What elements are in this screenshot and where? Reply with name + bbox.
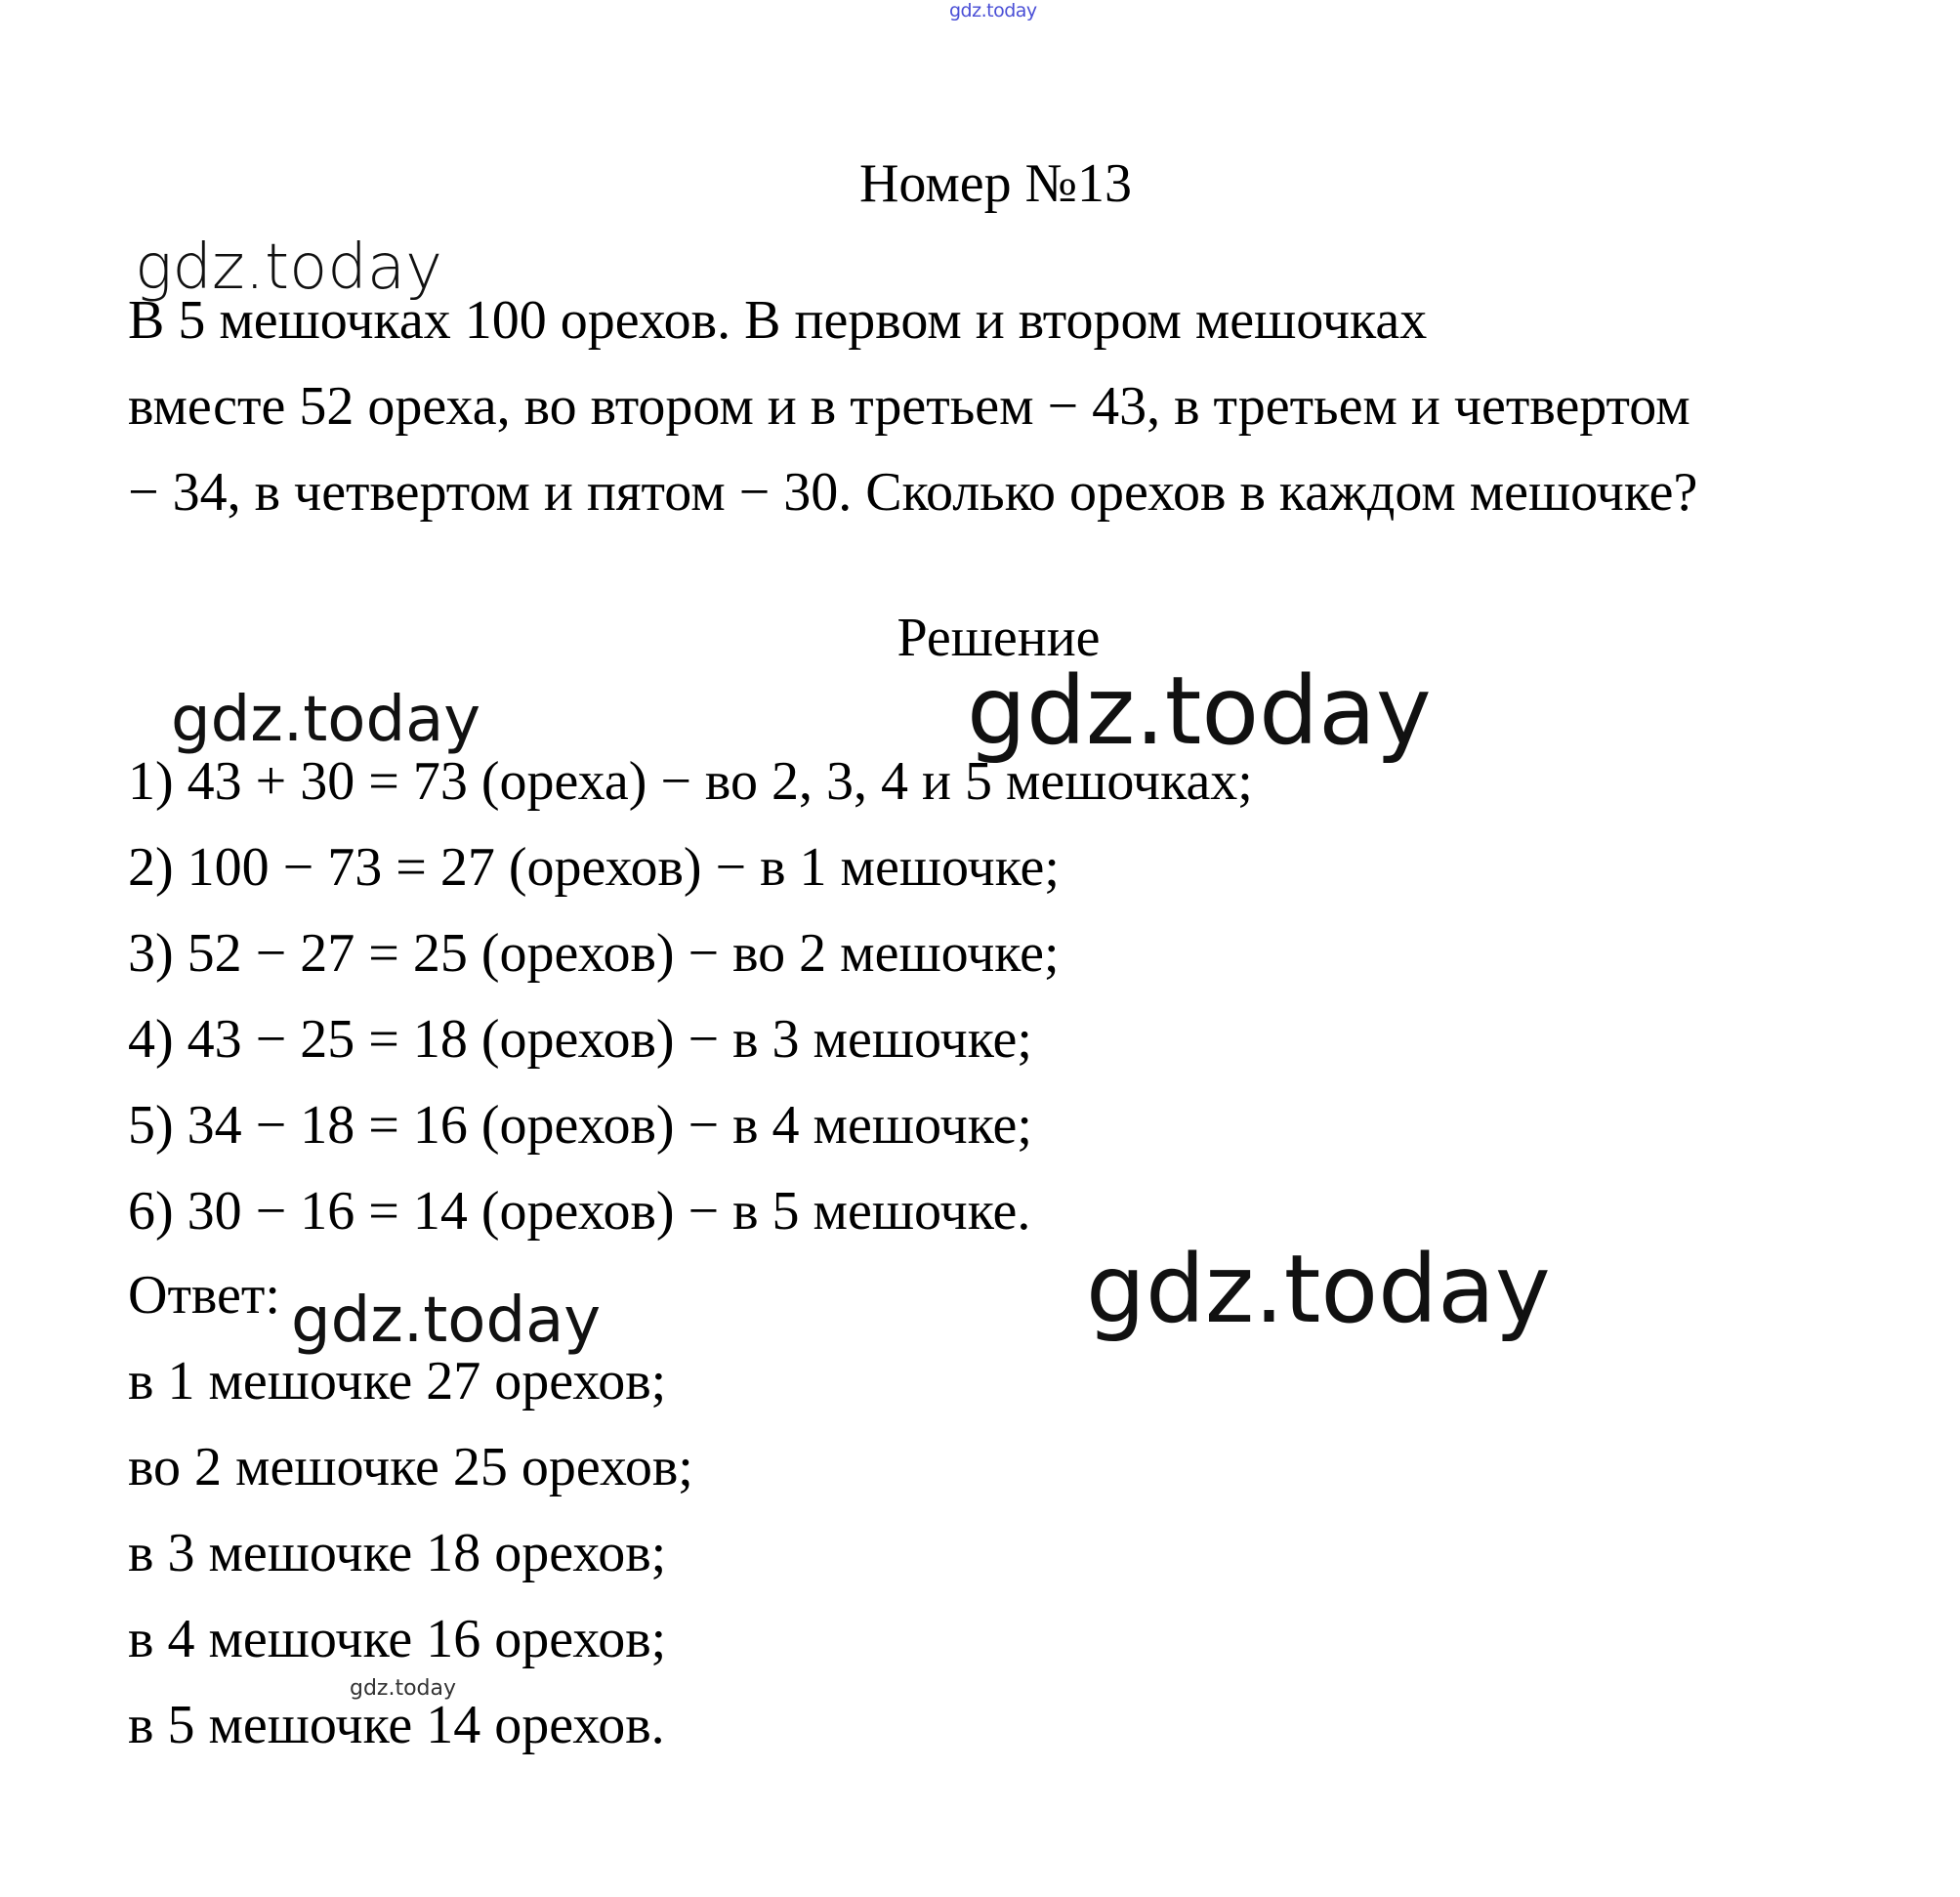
answer-label: Ответ: bbox=[128, 1265, 280, 1326]
answer-line: в 1 мешочке 27 орехов; bbox=[128, 1351, 667, 1412]
solution-step: 1) 43 + 30 = 73 (ореха) − во 2, 3, 4 и 5 мешочках; bbox=[128, 751, 1253, 812]
watermark-top: gdz.today bbox=[949, 0, 1037, 21]
watermark: gdz.today bbox=[291, 1285, 602, 1357]
answer-line: в 4 мешочке 16 орехов; bbox=[128, 1609, 667, 1669]
solution-heading: Решение bbox=[897, 608, 1101, 668]
problem-line: В 5 мешочках 100 орехов. В первом и втором мешочках bbox=[128, 290, 1428, 351]
watermark: gdz.today bbox=[350, 1676, 457, 1701]
solution-step: 3) 52 − 27 = 25 (орехов) − во 2 мешочке; bbox=[128, 923, 1060, 984]
problem-line: − 34, в четвертом и пятом − 30. Сколько орехов в каждом мешочке? bbox=[128, 462, 1698, 523]
answer-line: в 3 мешочке 18 орехов; bbox=[128, 1523, 667, 1583]
answer-line: в 5 мешочке 14 орехов. bbox=[128, 1695, 665, 1755]
page-title: Номер №13 bbox=[858, 153, 1133, 214]
solution-step: 6) 30 − 16 = 14 (орехов) − в 5 мешочке. bbox=[128, 1181, 1031, 1242]
problem-line: вместе 52 ореха, во втором и в третьем − 43, в третьем и четвертом bbox=[128, 376, 1690, 437]
watermark: gdz.today bbox=[967, 656, 1432, 766]
watermark: gdz.today bbox=[171, 684, 481, 756]
answer-line: во 2 мешочке 25 орехов; bbox=[128, 1437, 693, 1497]
solution-step: 2) 100 − 73 = 27 (орехов) − в 1 мешочке; bbox=[128, 837, 1060, 898]
watermark: gdz.today bbox=[1086, 1235, 1551, 1344]
watermark: gdz.today bbox=[135, 232, 442, 304]
solution-step: 5) 34 − 18 = 16 (орехов) − в 4 мешочке; bbox=[128, 1095, 1032, 1156]
solution-step: 4) 43 − 25 = 18 (орехов) − в 3 мешочке; bbox=[128, 1009, 1032, 1070]
